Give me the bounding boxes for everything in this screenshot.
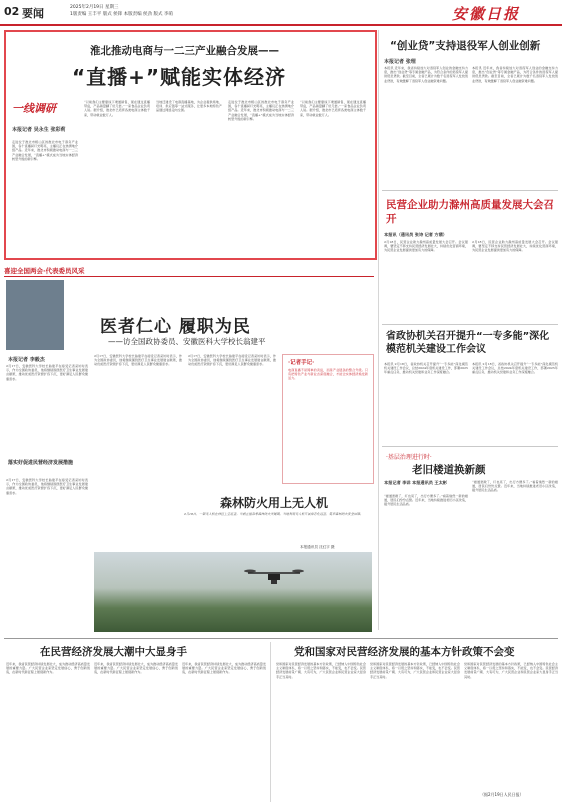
doctor-byline: 本报记者 李毅杰 (8, 357, 45, 363)
memo-label: ·记者手记· (288, 360, 315, 366)
doctor-text: 2月17日，安徽医科大学校长翁建平在接受记者采访时表示，作为全国政协委员，他将继续围绕医疗卫生事业发展建言献策，推动优质医疗资源扩容下沉，更好满足人民群众健康需求。 (188, 354, 276, 367)
stairwell-text: “楼道宽敞了，灯也亮了，出行方便多了。”看着焕然一新的楼道，居民们纷纷点赞。近年来，当地持续推进老旧小区改造，提升居民生活品质。 (472, 480, 558, 493)
doctor-subhead: ——访全国政协委员、安徽医科大学校长翁建平 (108, 337, 266, 346)
cppcc-headline-text: 省政协机关召开提升“一专多能”深化模范机关建设工作会议 (386, 331, 550, 355)
venture-loan-column-2 (472, 66, 558, 186)
bottom-column-divider (270, 642, 271, 802)
lead-column-2 (84, 100, 150, 248)
forest-credit: 本报通讯员 沈红宇 摄 (300, 545, 335, 549)
doctor-photo (6, 280, 64, 350)
memo-text: 电商直播不是简单的卖货，而是产业链条的整合升级。只有把特色产业与新业态深度融合，才能让实体经济焕发新活力。 (288, 368, 368, 381)
lead-kicker: 淮北推动电商与一二三产业融合发展—— (90, 45, 279, 57)
divider (382, 190, 558, 191)
bottom-right-column-2 (370, 662, 460, 800)
doctor-headline: 医者仁心 履职为民 (100, 317, 251, 337)
memo-text-box (288, 368, 368, 478)
right-column-divider (378, 30, 379, 630)
page-number: 02 (4, 5, 20, 18)
lead-paragraph: 走进位于淮北市相山区的淮北市电子商务产业园，各个直播间灯光明亮，主播们正在热情地介绍产品。近年来，淮北市积极推动电商与一二三产业融合发展，“直播+”模式成为当地实体经济转型升级的新引擎。 (12, 140, 78, 161)
footer-note: （据2月19日人民日报） (480, 792, 524, 797)
bottom-left-text: 近年来，我省民营经济持续发展壮大，成为推动经济高质量发展的重要力量。广大民营企业家坚定发展信心，勇于创新创造，在新时代新征程上展现新作为。 (182, 662, 266, 675)
cppcc-headline (386, 330, 556, 356)
forest-headline: 森林防火用上无人机 (220, 496, 329, 510)
bottom-right-text: 党和国家对民营经济发展的基本方针政策，已经纳入中国特色社会主义制度体系，将一以贯之坚持和落实，不能变，也不会变。民营经济发展前景广阔、大有可为，广大民营企业和民营企业家大显身手正当其时。 (276, 662, 366, 679)
doctor-subsection: 落实好促进民营经济发展措施 (8, 460, 74, 466)
stairwell-headline: 老旧楼道换新颜 (412, 464, 486, 476)
chuzhou-column-2 (472, 240, 558, 320)
lead-column-4 (228, 100, 294, 248)
bottom-left-headline: 在民营经济发展大潮中大显身手 (40, 646, 187, 658)
stairwell-text: “楼道宽敞了，灯也亮了，出行方便多了。”看着焕然一新的楼道，居民们纷纷点赞。近年来，当地持续推进老旧小区改造，提升居民生活品质。 (384, 494, 468, 507)
bottom-left-column-1 (6, 662, 90, 800)
lead-column-3 (156, 100, 222, 248)
bottom-right-column-1 (276, 662, 366, 800)
doctor-text: 2月17日，安徽医科大学校长翁建平在接受记者采访时表示，作为全国政协委员，他将继续围绕医疗卫生事业发展建言献策，推动优质医疗资源扩容下沉，更好满足人民群众健康需求。 (6, 478, 88, 495)
bottom-right-text: 党和国家对民营经济发展的基本方针政策，已经纳入中国特色社会主义制度体系，将一以贯之坚持和落实，不能变，也不会变。民营经济发展前景广阔、大有可为，广大民营企业和民营企业家大显身手正当其时。 (464, 662, 558, 679)
section-strip-rule (4, 276, 374, 277)
lead-paragraph: “以前我们主要靠线下渠道销售，现在通过直播带货，产品销量翻了好几倍。”一家食品企业负责人说。据介绍，淮北市已培育各类电商主体数千家，带动就业数万人。 (300, 100, 366, 117)
bottom-divider (4, 638, 558, 639)
bottom-left-text: 近年来，我省民营经济持续发展壮大，成为推动经济高质量发展的重要力量。广大民营企业家坚定发展信心，勇于创新创造，在新时代新征程上展现新作为。 (94, 662, 178, 675)
cppcc-text: 本报讯 2月18日，省政协机关召开提升“一专多能”深化模范机关建设工作会议，总结2024年度机关建设工作，部署2025年重点任务，推动机关党建和业务工作深度融合。 (472, 362, 558, 375)
chuzhou-headline-text: 民营企业助力滁州高质量发展大会召开 (386, 199, 554, 225)
forest-caption: 2月18日，一架无人机在林区上空巡查。当前正值春季森林防火关键期，当地利用无人机开展常态化巡查，筑牢森林防火安全屏障。 (184, 512, 364, 516)
bottom-right-column-3 (464, 662, 558, 790)
stairwell-column (384, 494, 468, 622)
lead-byline: 本报记者 吴永生 张彩莉 (12, 127, 66, 133)
lead-paragraph: “以前我们主要靠线下渠道销售，现在通过直播带货，产品销量翻了好几倍。”一家食品企业负责人说。据介绍，淮北市已培育各类电商主体数千家，带动就业数万人。 (84, 100, 150, 117)
doctor-text: 2月17日，安徽医科大学校长翁建平在接受记者采访时表示，作为全国政协委员，他将继续围绕医疗卫生事业发展建言献策，推动优质医疗资源扩容下沉，更好满足人民群众健康需求。 (6, 364, 88, 381)
doctor-column-2 (94, 354, 182, 566)
section-strip: 喜迎全国两会·代表委员风采 (4, 267, 85, 275)
masthead (0, 0, 562, 26)
doctor-text: 2月17日，安徽医科大学校长翁建平在接受记者采访时表示，作为全国政协委员，他将继续围绕医疗卫生事业发展建言献策，推动优质医疗资源扩容下沉，更好满足人民群众健康需求。 (94, 354, 182, 367)
lead-column-5 (300, 100, 366, 248)
cppcc-column-2 (472, 362, 558, 444)
forest-caption-box (184, 512, 370, 542)
bottom-left-text: 近年来，我省民营经济持续发展壮大，成为推动经济高质量发展的重要力量。广大民营企业家坚定发展信心，勇于创新创造，在新时代新征程上展现新作为。 (6, 662, 90, 675)
divider (382, 446, 558, 447)
venture-loan-headline: “创业贷”支持退役军人创业创新 (390, 40, 541, 52)
lead-paragraph: 走进位于淮北市相山区的淮北市电子商务产业园，各个直播间灯光明亮，主播们正在热情地介绍产品。近年来，淮北市积极推动电商与一二三产业融合发展，“直播+”模式成为当地实体经济转型升级的新引擎。 (228, 100, 294, 121)
cppcc-column (384, 362, 468, 444)
chuzhou-text: 2月18日，民营企业助力滁州高质量发展大会召开。会议强调，要坚定不移支持民营经济发展壮大，持续优化营商环境，为民营企业发展提供更加有力的保障。 (384, 240, 468, 253)
stairwell-byline: 本报记者 李详 本报通讯员 王太彬 (384, 480, 447, 485)
venture-loan-column (384, 66, 468, 186)
cppcc-text: 本报讯 2月18日，省政协机关召开提升“一专多能”深化模范机关建设工作会议，总结2024年度机关建设工作，部署2025年重点任务，推动机关党建和业务工作深度融合。 (384, 362, 468, 375)
chuzhou-column (384, 240, 468, 320)
divider (382, 324, 558, 325)
section-name: 要闻 (22, 7, 44, 20)
doctor-column-1b (6, 478, 88, 568)
lead-paragraph: 当地还建设了电商直播基地，为企业提供场地、培训、供应链等一站式服务，让更多本地特色产品通过网络走向全国。 (156, 100, 222, 113)
venture-loan-byline: 本报记者 张理 (384, 59, 416, 65)
masthead-rule (0, 24, 562, 26)
column-logo: 一线调研 (12, 102, 56, 115)
doctor-column-1 (6, 364, 88, 454)
editor-line: 1版责编 王丰平 版式 侯锋 本版责编 侯劲 版式 李萌 (70, 12, 173, 17)
bottom-right-headline: 党和国家对民营经济发展的基本方针政策不会变 (294, 646, 515, 658)
chuzhou-text: 2月18日，民营企业助力滁州高质量发展大会召开。会议强调，要坚定不移支持民营经济发展壮大，持续优化营商环境，为民营企业发展提供更加有力的保障。 (472, 240, 558, 253)
paper-logo: 安徽日报 (452, 5, 521, 23)
forest-photo (94, 552, 372, 632)
venture-loan-text: 本报讯 近年来，我省持续加大对退役军人创业的金融支持力度，推出“创业贷”等专属金融产品，为符合条件的退役军人提供低息贷款。截至目前，全省已累计为数千名退役军人发放创业贷款，有效缓解了退役军人创业融资难问题。 (472, 66, 558, 83)
lead-column-1 (12, 140, 78, 248)
venture-loan-text: 本报讯 近年来，我省持续加大对退役军人创业的金融支持力度，推出“创业贷”等专属金融产品，为符合条件的退役军人提供低息贷款。截至目前，全省已累计为数千名退役军人发放创业贷款，有效缓解了退役军人创业融资难问题。 (384, 66, 468, 83)
date-line: 2025年2月19日 星期三 (70, 5, 119, 10)
governance-tag: ·基层治理进行时· (386, 454, 432, 461)
chuzhou-byline: 本报讯（通讯员 张诗 记者 方翡） (384, 232, 447, 237)
stairwell-column-2 (472, 480, 558, 622)
chuzhou-headline (386, 198, 556, 226)
bottom-left-column-3 (182, 662, 266, 800)
lead-headline: “直播+”赋能实体经济 (72, 65, 287, 89)
drone-icon (244, 564, 304, 590)
bottom-right-text: 党和国家对民营经济发展的基本方针政策，已经纳入中国特色社会主义制度体系，将一以贯之坚持和落实，不能变，也不会变。民营经济发展前景广阔、大有可为，广大民营企业和民营企业家大显身手正当其时。 (370, 662, 460, 679)
bottom-left-column-2 (94, 662, 178, 800)
